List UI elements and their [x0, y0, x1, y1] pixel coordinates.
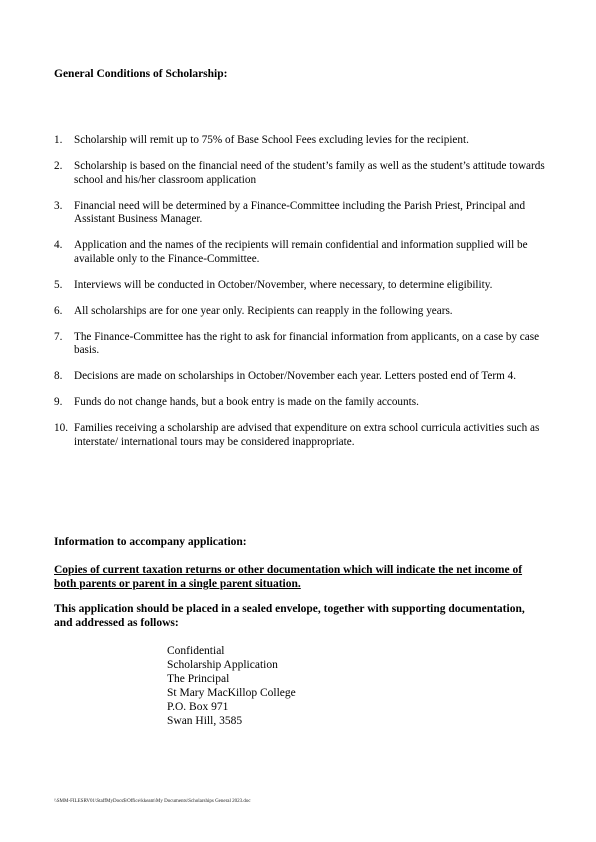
address-line: Scholarship Application	[167, 659, 278, 671]
condition-item	[54, 305, 554, 319]
condition-item	[54, 370, 554, 384]
condition-text: Application and the names of the recipients will remain confidential and information supplied will be available only to the Finance-Committee.	[74, 239, 528, 265]
condition-item	[54, 134, 554, 148]
condition-number: 6.	[54, 304, 63, 317]
condition-number: 2.	[54, 160, 63, 172]
condition-number: 10.	[54, 422, 68, 434]
address-line: The Principal	[167, 673, 230, 685]
condition-number: 9.	[54, 396, 63, 408]
condition-number: 3.	[54, 199, 63, 212]
address-line: P.O. Box 971	[167, 701, 229, 713]
address-line: Confidential	[167, 645, 225, 657]
condition-item	[54, 160, 554, 187]
condition-text: Funds do not change hands, but a book entry is made on the family accounts.	[74, 396, 419, 408]
condition-number: 5.	[54, 278, 63, 291]
condition-text: All scholarships are for one year only. Recipients can reapply in the following years.	[74, 304, 453, 317]
condition-number: 8.	[54, 370, 63, 382]
placement-note: This application should be placed in a sealed envelope, together with supporting documentation, and addressed as follows:	[54, 603, 525, 629]
condition-item	[54, 396, 554, 410]
condition-item	[54, 422, 554, 449]
condition-item	[54, 279, 554, 293]
mailing-address	[167, 644, 296, 728]
conditions-list	[54, 134, 554, 462]
condition-text: Decisions are made on scholarships in October/November each year. Letters posted end of Term 4.	[74, 370, 517, 382]
condition-item	[54, 331, 554, 358]
condition-item	[54, 200, 554, 227]
footer-file-path: \\SMM-FILESRV01\StaffMyDocs$\Office\kkeam\My Documents\Scholarships General 2023.doc	[54, 799, 251, 804]
conditions-heading: General Conditions of Scholarship:	[54, 68, 228, 80]
condition-number: 4.	[54, 239, 63, 251]
condition-text: The Finance-Committee has the right to ask for financial information from applicants, on a case by case basis.	[74, 330, 540, 356]
condition-text: Financial need will be determined by a Finance-Committee including the Parish Priest, Principal and Assistant Business Manager.	[74, 199, 526, 225]
documentation-note: Copies of current taxation returns or other documentation which will indicate the net income of both parents or parent in a single parent situation.	[54, 564, 523, 590]
condition-number: 7.	[54, 330, 63, 343]
condition-text: Scholarship is based on the financial need of the student’s family as well as the student’s attitude towards school and his/her classroom application	[74, 160, 545, 186]
address-line: Swan Hill, 3585	[167, 715, 243, 727]
condition-text: Interviews will be conducted in October/November, where necessary, to determine eligibility.	[74, 278, 493, 291]
address-line: St Mary MacKillop College	[167, 687, 296, 699]
condition-text: Families receiving a scholarship are advised that expenditure on extra school curricula activities such as interstate/ international tours may be considered inappropriate.	[74, 422, 540, 448]
condition-number: 1.	[54, 134, 63, 146]
information-heading: Information to accompany application:	[54, 536, 247, 548]
condition-text: Scholarship will remit up to 75% of Base School Fees excluding levies for the recipient.	[74, 134, 469, 146]
condition-item	[54, 239, 554, 266]
